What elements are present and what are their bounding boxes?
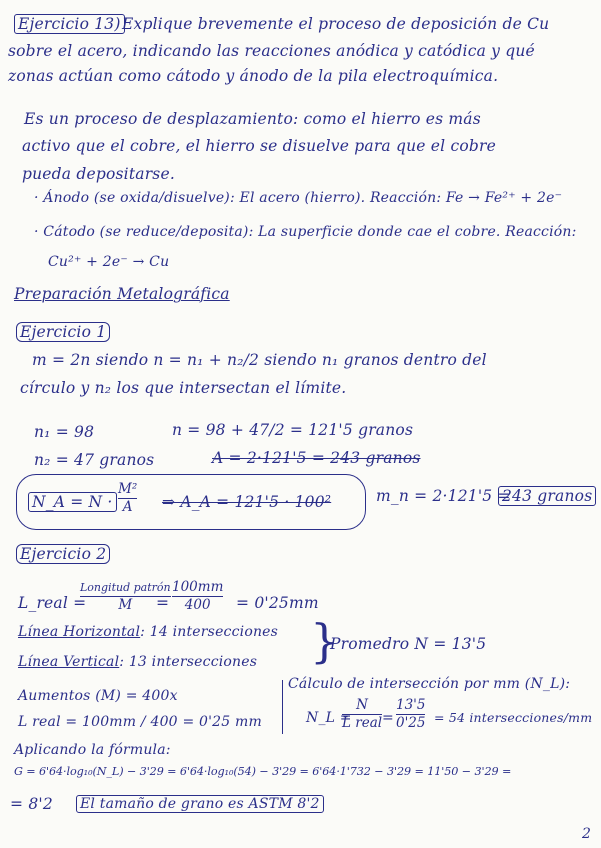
ej2-final-prefix: = 8'2 <box>10 795 53 813</box>
ej13-catodo: · Cátodo (se reduce/deposita): La superficie donde cae el cobre. Reacción: <box>34 224 577 240</box>
ej2-divider <box>282 680 283 734</box>
ej13-answer-line-1: Es un proceso de desplazamiento: como el hierro es más <box>24 110 481 128</box>
ej13-answer-line-2: activo que el cobre, el hierro se disuelve para que el cobre <box>22 137 496 155</box>
ej2-nl-equals: = <box>382 710 394 726</box>
ej2-frac2-den: 400 <box>184 597 211 613</box>
ej1-formula-den: A <box>122 499 133 515</box>
ej1-result-prefix: m_n = 2·121'5 = <box>376 487 511 505</box>
ej2-nl-fraction-2 <box>396 698 425 731</box>
ej1-line-2: círculo y n₂ los que intersectan el límite. <box>20 379 347 397</box>
ej2-final-result: El tamaño de grano es ASTM 8'2 <box>76 794 324 814</box>
ej13-prompt-line-2: sobre el acero, indicando las reacciones anódica y catódica y qué <box>8 42 535 60</box>
ej1-struck-calc: A = 2·121'5 = 243 granos <box>212 449 421 467</box>
ej1-n1: n₁ = 98 <box>34 423 95 441</box>
ej1-formula-left: N_A = N · <box>28 492 117 512</box>
ej2-calc-title: Cálculo de intersección por mm (N_L): <box>288 676 571 692</box>
ej2-frac1-den: M <box>118 597 133 613</box>
prep-title: Preparación Metalográfica <box>14 285 230 303</box>
ej2-equals: = <box>156 594 170 612</box>
ej13-answer-line-3: pueda depositarse. <box>22 165 175 183</box>
page-number: 2 <box>582 826 592 842</box>
ej1-n2: n₂ = 47 granos <box>34 451 155 469</box>
ej2-promedio: Promedro N = 13'5 <box>330 635 487 653</box>
ej2-lreal-2: L real = 100mm / 400 = 0'25 mm <box>18 714 262 730</box>
ej2-nl-fraction-1 <box>342 698 382 731</box>
ej2-nl-frac2-num: 13'5 <box>396 697 426 713</box>
ej2-nl-result: = 54 intersecciones/mm <box>434 710 593 725</box>
ej1-formula-struck: ⇒ A_A = 121'5 · 100² <box>162 493 332 511</box>
ej2-frac2-num: 100mm <box>172 579 224 595</box>
ej2-brace: } <box>310 614 340 668</box>
ej1-result: 243 granos <box>498 486 596 506</box>
ej2-aplicando: Aplicando la fórmula: <box>14 742 171 758</box>
ej2-nl-frac1-num: N <box>356 697 368 713</box>
ej2-nl-frac2-den: 0'25 <box>396 715 426 731</box>
ej2-nl-left: N_L = <box>306 710 352 726</box>
ej2-horizontal: Línea Horizontal: 14 intersecciones <box>18 624 279 640</box>
ej13-catodo-reaction: Cu²⁺ + 2e⁻ → Cu <box>48 254 170 270</box>
ej2-lreal-label: L_real = <box>18 594 87 612</box>
ej2-aumentos: Aumentos (M) = 400x <box>18 688 178 704</box>
ej2-vertical: Línea Vertical: 13 intersecciones <box>18 654 258 670</box>
ej2-lreal-result: = 0'25mm <box>236 594 319 612</box>
ej13-anodo: · Ánodo (se oxida/disuelve): El acero (hierro). Reacción: Fe → Fe²⁺ + 2e⁻ <box>34 190 563 206</box>
ej13-prompt-line-3: zonas actúan como cátodo y ánodo de la pila electroquímica. <box>8 67 499 85</box>
ej1-formula-num: M² <box>118 481 138 497</box>
ej2-heading: Ejercicio 2 <box>16 544 110 564</box>
ej1-line-1: m = 2n siendo n = n₁ + n₂/2 siendo n₁ granos dentro del <box>32 351 487 369</box>
ej1-formula-fraction <box>118 482 137 515</box>
ej1-n-calc: n = 98 + 47/2 = 121'5 granos <box>172 421 414 439</box>
ej2-formula-line: G = 6'64·log₁₀(N_L) − 3'29 = 6'64·log₁₀(54) − 3'29 = 6'64·1'732 − 3'29 = 11'50 − 3'29 = <box>14 765 512 778</box>
ej13-prompt-line-1: Explique brevemente el proceso de deposición de Cu <box>122 15 550 33</box>
ej1-heading: Ejercicio 1 <box>16 322 110 342</box>
ej2-frac1-num: Longitud patrón <box>80 581 171 594</box>
ej13-heading: Ejercicio 13) <box>14 14 125 34</box>
ej2-lreal-fraction-2 <box>172 580 223 613</box>
ej2-nl-frac1-den: L real <box>342 715 383 731</box>
